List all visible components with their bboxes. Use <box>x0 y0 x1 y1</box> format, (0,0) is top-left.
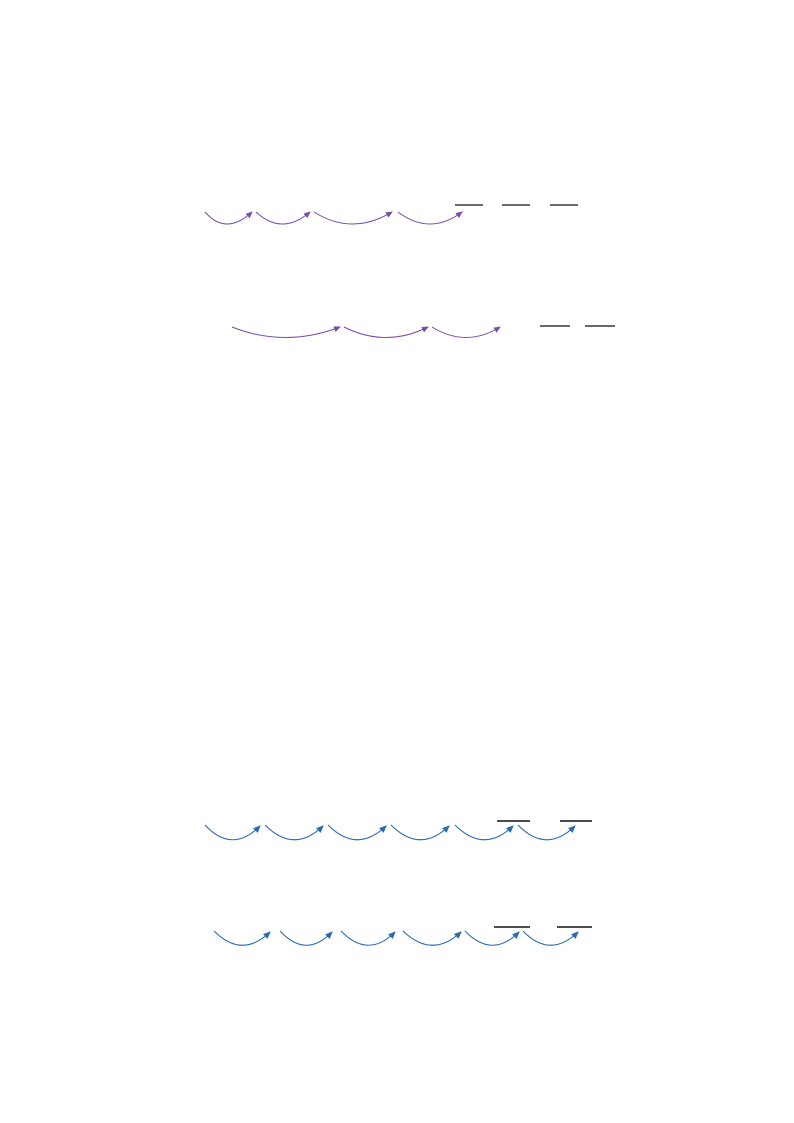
arrow-icon <box>341 931 395 945</box>
figure-2-squares <box>0 250 794 370</box>
arrow-icon <box>391 825 449 840</box>
arrow-icon <box>328 825 386 840</box>
arrow-icon <box>455 825 513 840</box>
arrow-icon <box>465 931 519 945</box>
arrow-icon <box>265 825 323 840</box>
arrows-row-3 <box>205 825 575 840</box>
arrow-icon <box>398 212 462 224</box>
arrow-icon <box>214 931 270 945</box>
arrow-icon <box>432 327 500 338</box>
arrow-icon <box>256 212 310 224</box>
arrow-icon <box>523 931 578 945</box>
arrows-row-4 <box>214 931 578 945</box>
arrow-icon <box>205 825 260 840</box>
arrows-row-1 <box>205 212 462 224</box>
arrow-icon <box>344 327 428 338</box>
arrow-icon <box>205 212 252 224</box>
figure-4-minus-sequence <box>0 895 794 985</box>
arrow-icon <box>518 825 575 840</box>
arrow-icon <box>403 931 461 945</box>
arrow-icon <box>314 212 392 224</box>
arrow-icon <box>280 931 332 945</box>
arrow-icon <box>232 327 340 338</box>
arrows-row-2 <box>232 327 500 338</box>
figure-1-squares <box>0 0 794 250</box>
figure-3-plus-sequence <box>0 790 794 880</box>
